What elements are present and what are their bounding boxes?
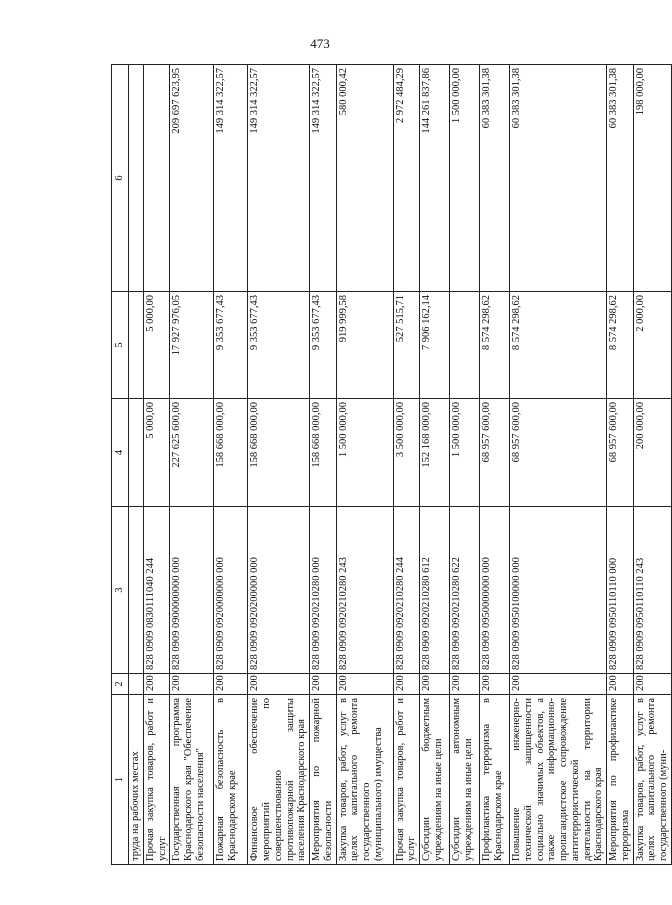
budget-table (111, 64, 672, 865)
row-value-5: 8 574 298,62 (510, 292, 607, 399)
row-kbk: 828 0909 0950100000 000 (510, 507, 607, 674)
row-name: труда на рабочих местах (129, 695, 144, 865)
row-value-6: 60 383 301,38 (510, 65, 607, 292)
column-header: 3 (112, 507, 129, 674)
row-name: Повышение инженерно-технической защищенности социально значимых объектов, а также информационно-пропагандистское сопровождение антитеррористической деятельности на территории Краснодарского края (510, 695, 607, 865)
row-kbk: 828 0909 0830111040 244 (143, 507, 170, 674)
row-value-6: 580 000,42 (336, 65, 393, 292)
table-row (336, 65, 393, 865)
row-code: 200 (607, 674, 634, 695)
row-value-6: 209 697 623,95 (170, 65, 214, 292)
table-row (214, 65, 248, 865)
row-kbk: 828 0909 0920210280 622 (450, 507, 480, 674)
row-value-5: 5 000,00 (143, 292, 170, 399)
column-header: 4 (112, 399, 129, 507)
row-name: Субсидии бюджетным учреждениям на иные цели (420, 695, 450, 865)
row-value-5: 8 574 298,62 (480, 292, 510, 399)
column-header: 2 (112, 674, 129, 695)
row-name: Субсидии автономным учреждениям на иные цели (450, 695, 480, 865)
column-header: 6 (112, 65, 129, 292)
row-value-6: 149 314 322,57 (310, 65, 337, 292)
row-name: Государственная программа Краснодарского края "Обеспечение безопасности населения" (170, 695, 214, 865)
row-value-4: 1 500 000,00 (450, 399, 480, 507)
row-code (129, 674, 144, 695)
row-code: 200 (214, 674, 248, 695)
row-kbk: 828 0909 0920200000 000 (248, 507, 310, 674)
row-value-4: 68 957 600,00 (607, 399, 634, 507)
row-name: Пожарная безопасность в Краснодарском крае (214, 695, 248, 865)
row-kbk: 828 0909 0950110110 243 (633, 507, 671, 674)
column-header: 1 (112, 695, 129, 865)
row-name: Мероприятия по пожарной безопасности (310, 695, 337, 865)
row-value-4: 158 668 000,00 (214, 399, 248, 507)
rotated-table-container (111, 65, 669, 865)
row-kbk: 828 0909 0950000000 000 (480, 507, 510, 674)
row-code: 200 (170, 674, 214, 695)
row-name: Прочая закупка товаров, работ и услуг (143, 695, 170, 865)
row-name: Закупка товаров, работ, услуг в целях капитального ремонта государственного (муни- (633, 695, 671, 865)
row-value-6: 198 000,00 (633, 65, 671, 292)
row-code: 200 (248, 674, 310, 695)
row-code: 200 (393, 674, 420, 695)
row-value-4: 158 668 000,00 (248, 399, 310, 507)
row-code: 200 (510, 674, 607, 695)
row-kbk: 828 0909 0900000000 000 (170, 507, 214, 674)
row-code: 200 (336, 674, 393, 695)
row-value-5: 9 353 677,43 (248, 292, 310, 399)
row-kbk: 828 0909 0920210280 243 (336, 507, 393, 674)
table-row (450, 65, 480, 865)
table-row (510, 65, 607, 865)
row-value-5: 8 574 298,62 (607, 292, 634, 399)
row-name: Закупка товаров, работ, услуг в целях капитального ремонта государственного (муниципального) имущества (336, 695, 393, 865)
row-value-6 (129, 65, 144, 292)
row-name: Профилактика терроризма в Краснодарском крае (480, 695, 510, 865)
row-name: Мероприятия по профилактике терроризма (607, 695, 634, 865)
row-code: 200 (450, 674, 480, 695)
row-value-6: 2 972 484,29 (393, 65, 420, 292)
row-value-6 (143, 65, 170, 292)
table-row (170, 65, 214, 865)
row-value-6: 60 383 301,38 (480, 65, 510, 292)
row-value-5: 527 515,71 (393, 292, 420, 399)
row-value-4: 68 957 600,00 (480, 399, 510, 507)
row-value-4: 200 000,00 (633, 399, 671, 507)
row-value-5: 9 353 677,43 (214, 292, 248, 399)
header-row (112, 65, 129, 865)
table-row (607, 65, 634, 865)
row-value-5 (450, 292, 480, 399)
row-kbk (129, 507, 144, 674)
table-row (248, 65, 310, 865)
row-code: 200 (310, 674, 337, 695)
row-name: Финансовое обеспечение мероприятий по совершенствованию противопожарной защиты населения Краснодарского края (248, 695, 310, 865)
row-value-6: 149 314 322,57 (248, 65, 310, 292)
row-value-5: 7 906 162,14 (420, 292, 450, 399)
row-kbk: 828 0909 0920210280 612 (420, 507, 450, 674)
table-row (480, 65, 510, 865)
table-row (633, 65, 671, 865)
row-kbk: 828 0909 0950110110 000 (607, 507, 634, 674)
page-number: 473 (310, 36, 330, 51)
row-value-4 (129, 399, 144, 507)
row-value-4: 3 500 000,00 (393, 399, 420, 507)
row-value-5: 919 999,58 (336, 292, 393, 399)
table-row (393, 65, 420, 865)
row-value-4: 1 500 000,00 (336, 399, 393, 507)
table-row (420, 65, 450, 865)
row-value-5 (129, 292, 144, 399)
row-value-6: 1 500 000,00 (450, 65, 480, 292)
row-name: Прочая закупка товаров, работ и услуг (393, 695, 420, 865)
row-value-5: 2 000,00 (633, 292, 671, 399)
table-row (129, 65, 144, 865)
row-value-4: 5 000,00 (143, 399, 170, 507)
row-value-6: 149 314 322,57 (214, 65, 248, 292)
row-value-4: 152 168 000,00 (420, 399, 450, 507)
row-code: 200 (633, 674, 671, 695)
row-value-5: 9 353 677,43 (310, 292, 337, 399)
row-code: 200 (143, 674, 170, 695)
row-value-4: 68 957 600,00 (510, 399, 607, 507)
row-kbk: 828 0909 0920210280 244 (393, 507, 420, 674)
table-row (310, 65, 337, 865)
row-value-4: 158 668 000,00 (310, 399, 337, 507)
row-value-5: 17 927 976,05 (170, 292, 214, 399)
row-code: 200 (420, 674, 450, 695)
column-header: 5 (112, 292, 129, 399)
row-value-6: 144 261 837,86 (420, 65, 450, 292)
row-kbk: 828 0909 0920210280 000 (310, 507, 337, 674)
row-value-4: 227 625 600,00 (170, 399, 214, 507)
row-code: 200 (480, 674, 510, 695)
row-kbk: 828 0909 0920000000 000 (214, 507, 248, 674)
row-value-6: 60 383 301,38 (607, 65, 634, 292)
table-row (143, 65, 170, 865)
